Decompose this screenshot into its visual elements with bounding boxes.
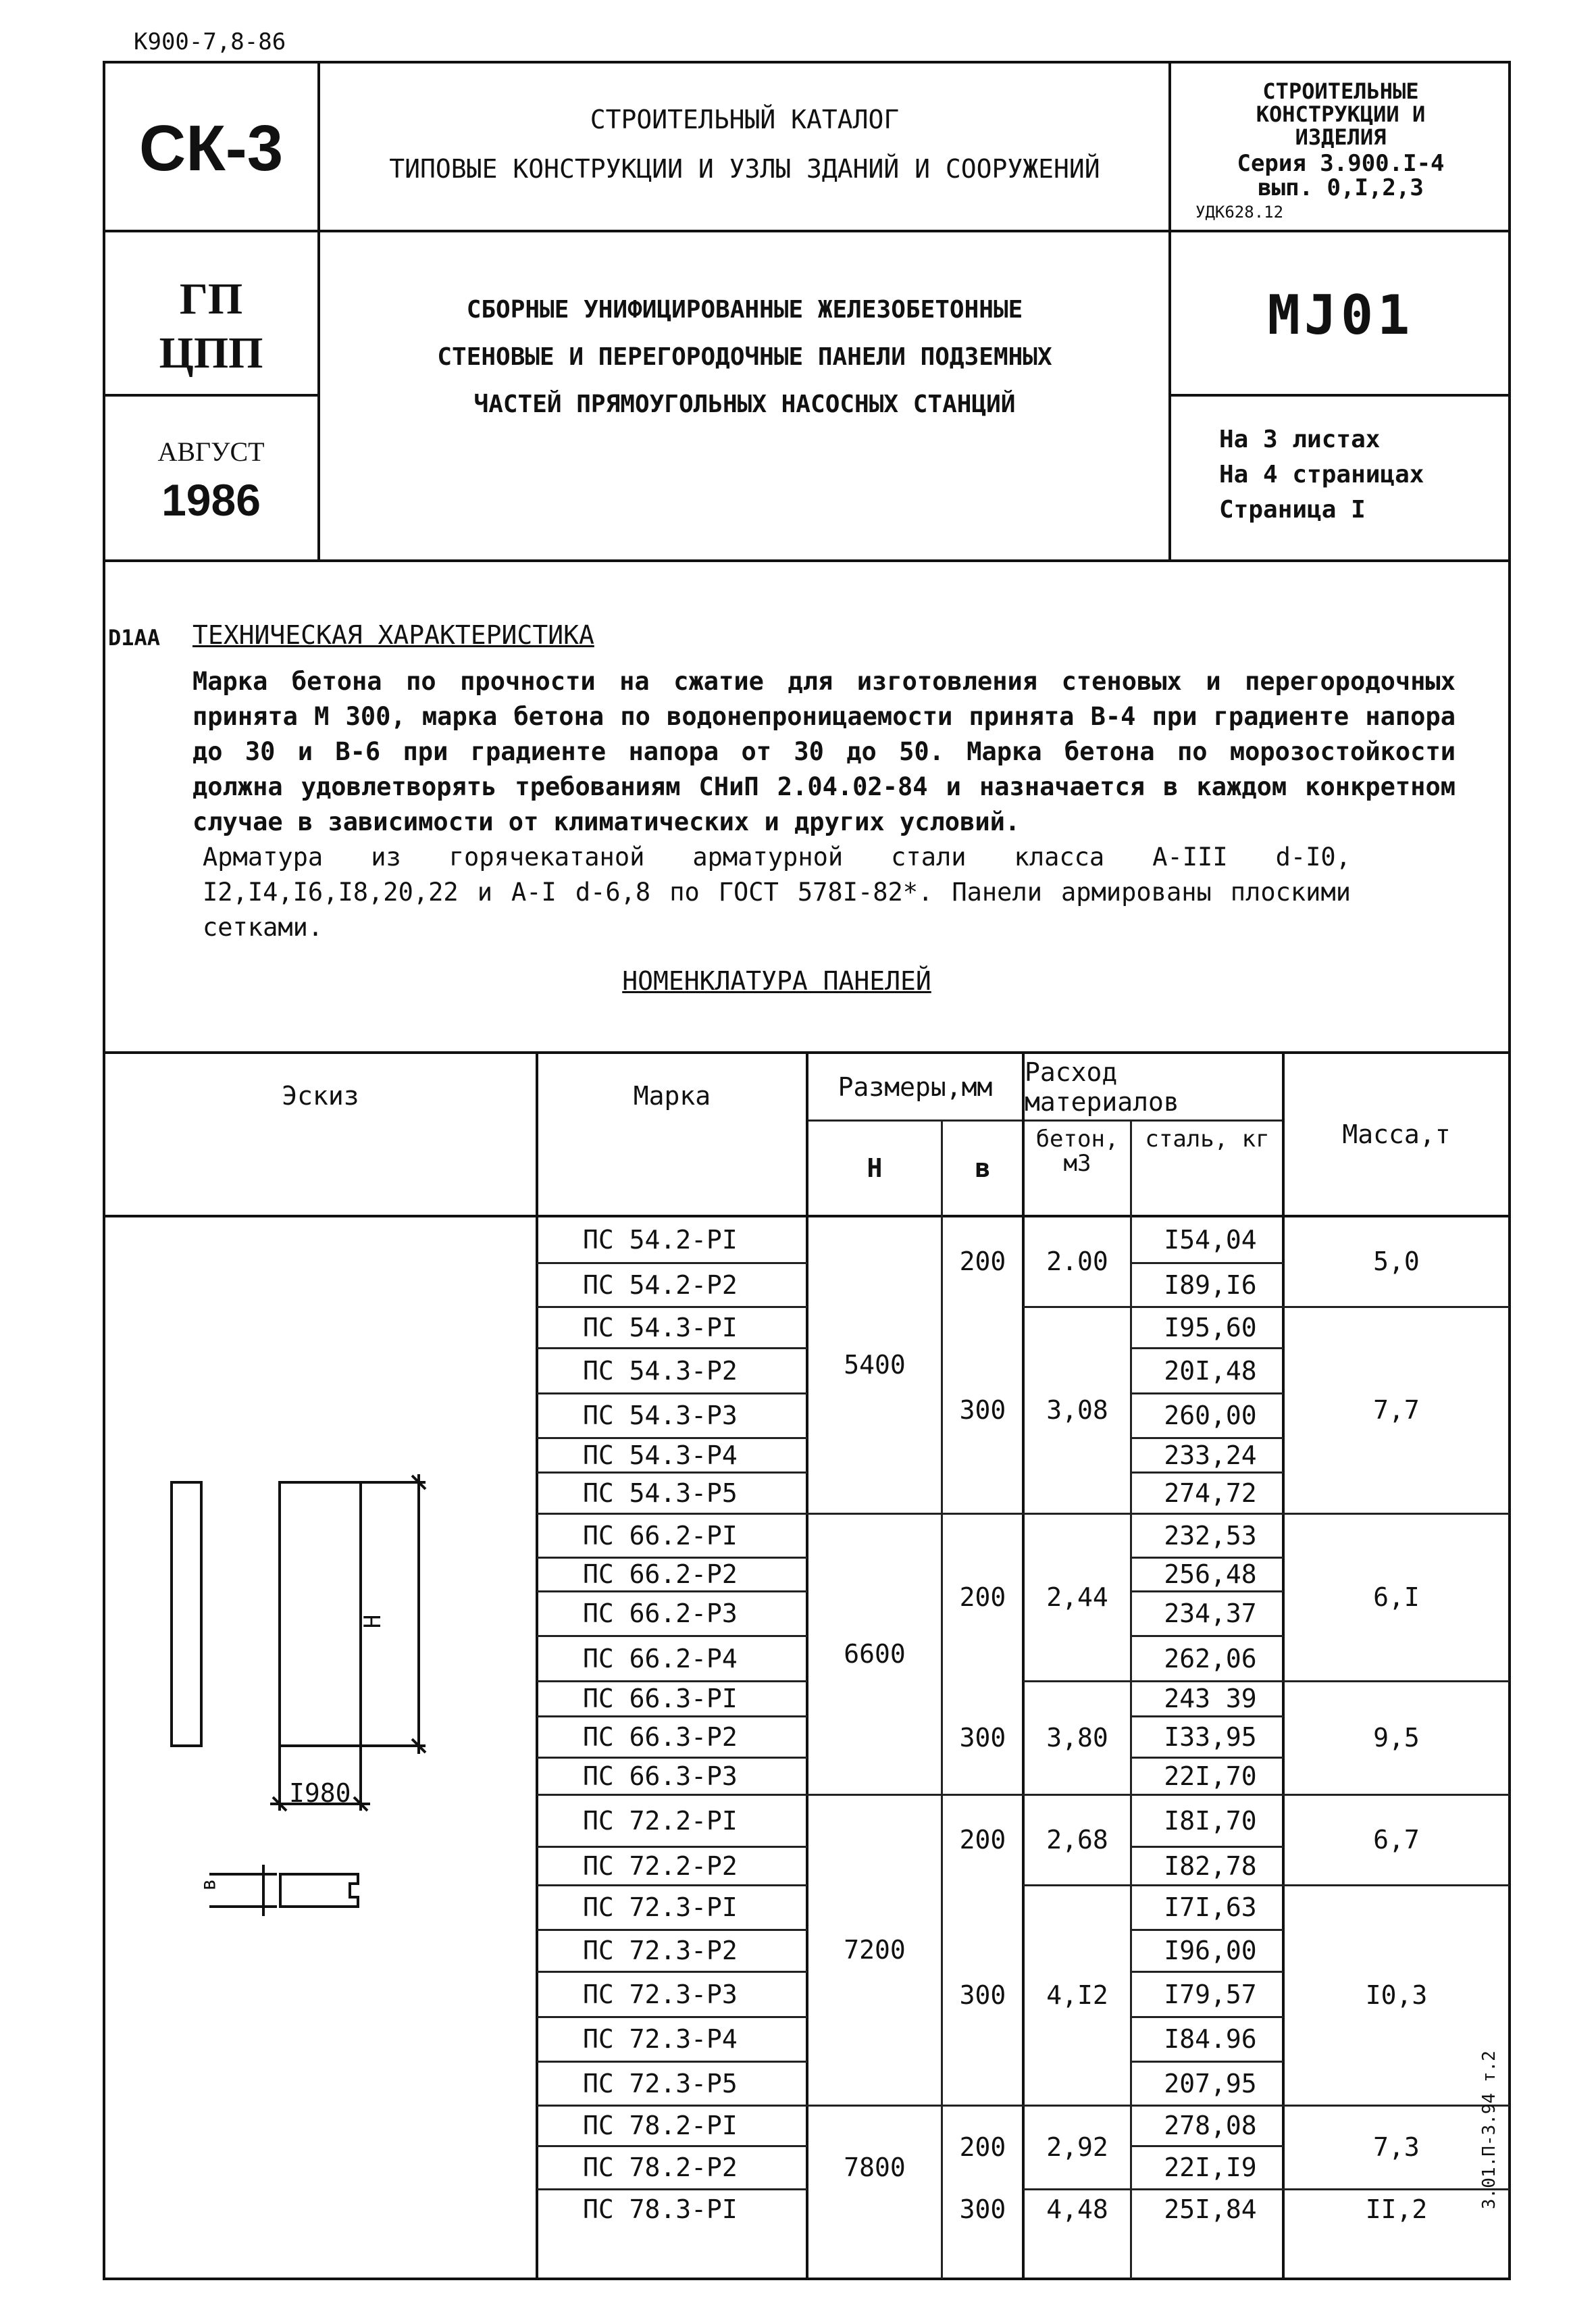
steel-consumption: 22I,70	[1164, 1761, 1257, 1791]
panel-height: 6600	[844, 1639, 906, 1669]
panel-mark: ПС 78.3-РI	[583, 2194, 738, 2224]
steel-consumption: I82,78	[1164, 1851, 1257, 1881]
tech-paragraph-1: Марка бетона по прочности на сжатие для изготовления стеновых и перегородочных принята М 300, марка бетона по водонепроницаемости принята В-4 при градиенте напора до 30 и В-6 при градиенте напора от 30 до 50. Марка бетона по морозостойкости должна удовлетворять требованиям СНиП 2.04.02-84 и назначается в каждом конкретном случае в зависимости от климатических и других условий.	[192, 667, 1456, 836]
panel-height: 7800	[844, 2153, 906, 2182]
steel-consumption: 256,48	[1164, 1559, 1257, 1589]
concrete-volume: 3,08	[1046, 1395, 1108, 1425]
sketch-width-label: I980	[289, 1778, 351, 1808]
steel-consumption: I79,57	[1164, 1979, 1257, 2009]
steel-consumption: 22I,I9	[1164, 2153, 1257, 2182]
panel-sketch	[162, 1459, 446, 1973]
section-line-1: СТРОИТЕЛЬНЫЕ	[1262, 78, 1419, 104]
panel-mark: ПС 66.3-Р2	[583, 1721, 738, 1752]
issue: вып. 0,I,2,3	[1258, 174, 1424, 201]
sketch-thickness-label: в	[197, 1878, 221, 1891]
subject-line-1: СБОРНЫЕ УНИФИЦИРОВАННЫЕ ЖЕЛЕЗОБЕТОННЫЕ	[466, 296, 1023, 324]
header-consumption: Расход материалов	[1025, 1057, 1179, 1117]
tech-paragraph-2: Арматура из горячекатаной арматурной стали класса А-III d-I0, I2,I4,I6,I8,20,22 и А-I d-6,8 по ГОСТ 578I-82*. Панели армированы плоскими сетками.	[203, 842, 1351, 942]
panel-thickness: 200	[959, 1247, 1006, 1276]
catalog-subtitle: ТИПОВЫЕ КОНСТРУКЦИИ И УЗЛЫ ЗДАНИЙ И СООРУЖЕНИЙ	[389, 154, 1100, 184]
panel-height: 7200	[844, 1935, 906, 1965]
panel-mass: 6,I	[1373, 1582, 1420, 1612]
panel-mark: ПС 54.2-Р2	[583, 1269, 738, 1300]
section-line-2: КОНСТРУКЦИИ И	[1256, 101, 1426, 127]
panel-mark: ПС 66.3-Р3	[583, 1761, 738, 1791]
steel-consumption: 243 39	[1164, 1684, 1257, 1713]
header-concrete: бетон, м3	[1035, 1126, 1119, 1177]
panel-thickness: 200	[959, 1582, 1006, 1612]
steel-consumption: 20I,48	[1164, 1355, 1257, 1386]
panel-thickness: 200	[959, 1825, 1006, 1855]
concrete-volume: 3,80	[1046, 1723, 1108, 1753]
steel-consumption: I89,I6	[1164, 1269, 1257, 1300]
header-mark: Марка	[633, 1081, 711, 1111]
section-marker: D1AA	[108, 625, 161, 651]
steel-consumption: 260,00	[1164, 1401, 1257, 1430]
steel-consumption: 232,53	[1164, 1520, 1257, 1551]
series: Серия 3.900.I-4	[1237, 150, 1445, 177]
org-line-1: ГП	[179, 274, 243, 324]
concrete-volume: 2.00	[1046, 1247, 1108, 1276]
steel-consumption: 278,08	[1164, 2111, 1257, 2140]
doc-code: К900-7,8-86	[134, 28, 286, 55]
sketch-height-label: Н	[359, 1614, 387, 1629]
panel-mass: 7,7	[1373, 1395, 1420, 1425]
steel-consumption: I95,60	[1164, 1312, 1257, 1342]
sheets-count: На 3 листах	[1219, 426, 1381, 453]
steel-consumption: I96,00	[1164, 1936, 1257, 1965]
panel-mass: 6,7	[1373, 1825, 1420, 1855]
steel-consumption: I54,04	[1164, 1224, 1257, 1255]
panel-mark: ПС 54.3-Р3	[583, 1401, 738, 1430]
tb-hline-4	[103, 559, 1511, 562]
table-vline-sketch	[536, 1051, 538, 2279]
panel-thickness: 300	[959, 1980, 1006, 2010]
udk: УДК628.12	[1195, 203, 1284, 222]
subject-line-2: СТЕНОВЫЕ И ПЕРЕГОРОДОЧНЫЕ ПАНЕЛИ ПОДЗЕМНЫХ	[437, 343, 1052, 371]
pages-count: На 4 страницах	[1219, 461, 1424, 488]
panel-mark: ПС 72.3-Р3	[583, 1979, 738, 2009]
concrete-volume: 2,44	[1046, 1582, 1108, 1612]
panel-mark: ПС 66.3-РI	[583, 1684, 738, 1713]
panel-thickness: 200	[959, 2132, 1006, 2162]
panel-mass: II,2	[1365, 2194, 1428, 2224]
panel-mark: ПС 54.3-Р5	[583, 1478, 738, 1508]
panel-mark: ПС 72.3-РI	[583, 1892, 738, 1922]
panel-mark: ПС 54.3-РI	[583, 1312, 738, 1342]
panel-side-view	[172, 1482, 201, 1746]
tb-vline-2	[1168, 61, 1171, 562]
steel-consumption: I33,95	[1164, 1721, 1257, 1752]
steel-consumption: 274,72	[1164, 1478, 1257, 1508]
sk-label: СК-3	[138, 112, 284, 184]
side-stamp: 3.01.П-3.94 т.2	[1479, 2051, 1499, 2209]
concrete-volume: 4,48	[1046, 2194, 1108, 2224]
panel-front-view	[280, 1482, 361, 1746]
panel-thickness: 300	[959, 1395, 1006, 1425]
header-sketch: Эскиз	[282, 1081, 359, 1111]
panel-mark: ПС 72.2-РI	[583, 1805, 738, 1836]
header-mass: Масса,т	[1342, 1120, 1451, 1149]
nomenclature-heading: НОМЕНКЛАТУРА ПАНЕЛЕЙ	[622, 966, 931, 996]
panel-mark: ПС 78.2-Р2	[583, 2153, 738, 2182]
panel-mark: ПС 54.3-Р2	[583, 1355, 738, 1386]
panel-section-view	[280, 1874, 358, 1907]
panel-height: 5400	[844, 1350, 906, 1380]
concrete-volume: 2,68	[1046, 1825, 1108, 1855]
catalog-title: СТРОИТЕЛЬНЫЙ КАТАЛОГ	[590, 105, 900, 134]
panel-mark: ПС 78.2-РI	[583, 2111, 738, 2140]
panel-mark: ПС 66.2-Р2	[583, 1559, 738, 1589]
document-code: МЈ01	[1267, 284, 1414, 347]
header-H: Н	[867, 1153, 883, 1183]
org-line-2: ЦПП	[159, 328, 263, 378]
steel-consumption: I8I,70	[1164, 1805, 1257, 1836]
steel-consumption: 233,24	[1164, 1440, 1257, 1470]
steel-consumption: 207,95	[1164, 2068, 1257, 2098]
subject-line-3: ЧАСТЕЙ ПРЯМОУГОЛЬНЫХ НАСОСНЫХ СТАНЦИЙ	[473, 391, 1016, 418]
panel-mark: ПС 66.2-РI	[583, 1520, 738, 1551]
panel-mass: 9,5	[1373, 1723, 1420, 1753]
header-b: в	[975, 1153, 991, 1183]
panel-mass: 5,0	[1373, 1247, 1420, 1276]
panel-thickness: 300	[959, 2194, 1006, 2224]
page-number: Страница I	[1219, 496, 1366, 524]
tb-vline-1	[317, 61, 320, 562]
header-dimensions: Размеры,мм	[838, 1072, 993, 1102]
steel-consumption: 262,06	[1164, 1643, 1257, 1674]
header-steel: сталь, кг	[1145, 1126, 1270, 1153]
panel-thickness: 300	[959, 1723, 1006, 1753]
panel-mark: ПС 66.2-Р4	[583, 1643, 738, 1674]
concrete-volume: 4,I2	[1046, 1980, 1108, 2010]
tb-hline-2	[103, 394, 319, 397]
panel-mark: ПС 54.3-Р4	[583, 1440, 738, 1470]
concrete-volume: 2,92	[1046, 2132, 1108, 2162]
tb-hline-1	[103, 230, 1511, 232]
panel-mark: ПС 66.2-Р3	[583, 1599, 738, 1628]
frame-top	[103, 61, 1511, 64]
panel-mark: ПС 72.2-Р2	[583, 1851, 738, 1881]
tech-heading: ТЕХНИЧЕСКАЯ ХАРАКТЕРИСТИКА	[192, 620, 594, 650]
steel-consumption: I7I,63	[1164, 1892, 1257, 1922]
panel-mark: ПС 72.3-Р4	[583, 2024, 738, 2054]
tb-hline-3	[1168, 394, 1511, 397]
panel-mass: 7,3	[1373, 2132, 1420, 2162]
section-line-3: ИЗДЕЛИЯ	[1295, 124, 1387, 150]
steel-consumption: 234,37	[1164, 1599, 1257, 1628]
panel-mark: ПС 72.3-Р2	[583, 1936, 738, 1965]
panel-mass: I0,3	[1365, 1980, 1428, 2010]
year: 1986	[161, 475, 261, 525]
month: АВГУСТ	[157, 436, 265, 467]
panel-mark: ПС 72.3-Р5	[583, 2068, 738, 2098]
panel-mark: ПС 54.2-РI	[583, 1224, 738, 1255]
steel-consumption: 25I,84	[1164, 2194, 1257, 2224]
steel-consumption: I84.96	[1164, 2024, 1257, 2054]
